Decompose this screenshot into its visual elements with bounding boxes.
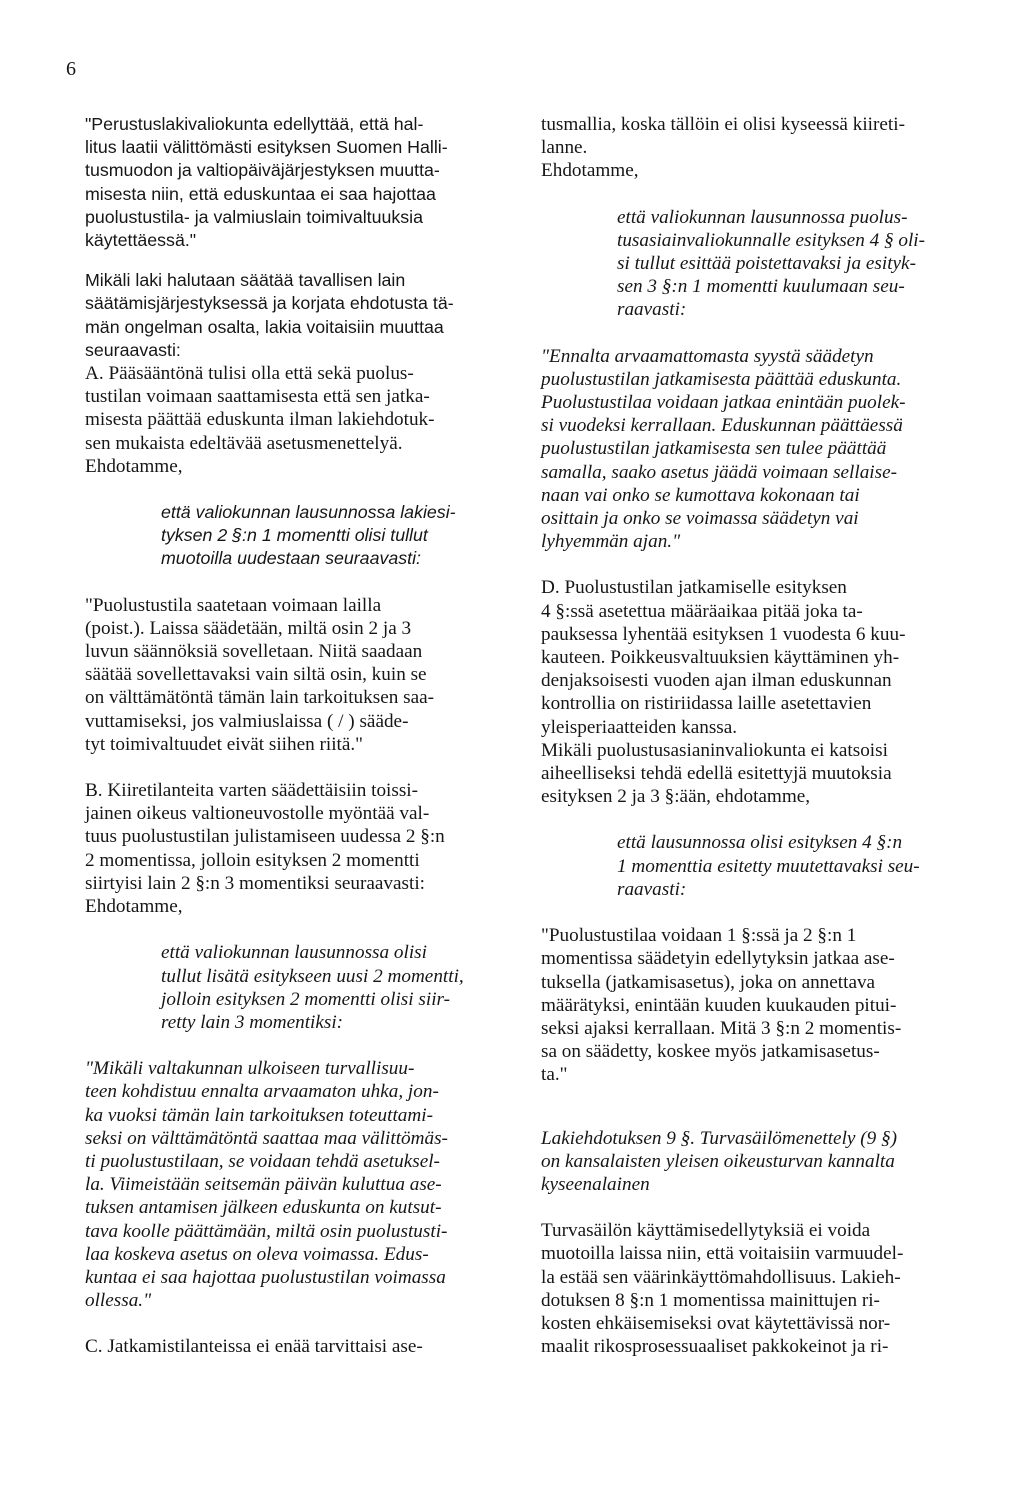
text-line: ta." bbox=[541, 1064, 568, 1086]
paragraph-c bbox=[85, 1335, 523, 1358]
text-line: si vuodeksi kerrallaan. Eduskunnan päättäessä bbox=[541, 415, 903, 437]
text-line: muotoilla laissa niin, että voitaisiin varmuudel- bbox=[541, 1243, 904, 1265]
text-line: Ehdotamme, bbox=[85, 455, 183, 477]
text-line: on välttämätöntä tämän lain tarkoituksen saa- bbox=[85, 687, 434, 709]
text-line: luvun säännöksiä sovelletaan. Niitä saadaan bbox=[85, 641, 423, 663]
text-line: seksi ajaksi kerrallaan. Mitä 3 §:n 2 momentis- bbox=[541, 1017, 902, 1039]
text-line: lyhyemmän ajan." bbox=[541, 531, 681, 553]
text-line: tyt toimivaltuudet eivät siihen riitä." bbox=[85, 733, 364, 755]
text-line: puolustustilan jatkamisesta päättää eduskunta. bbox=[541, 368, 902, 390]
text-line: lanne. bbox=[541, 137, 588, 159]
text-line: ollessa." bbox=[85, 1290, 152, 1312]
paragraph-law-amendment bbox=[85, 269, 523, 362]
text-line: käytettäessä." bbox=[85, 230, 197, 251]
text-line: jolloin esityksen 2 momentti olisi siir- bbox=[161, 988, 451, 1010]
text-line: Lakiehdotuksen 9 §. Turvasäilömenettely (9 §) bbox=[541, 1127, 897, 1149]
text-line: säätää sovellettavaksi vain siltä osin, kuin se bbox=[85, 664, 427, 686]
ehdotamme-label bbox=[85, 455, 523, 478]
text-line: kontrollia on ristiriidassa laille asetettavien bbox=[541, 693, 872, 715]
text-line: teen kohdistuu ennalta arvaamaton uhka, jon- bbox=[85, 1081, 439, 1103]
text-line: misesta niin, että eduskuntaa ei saa hajottaa bbox=[85, 183, 436, 204]
text-line: "Mikäli valtakunnan ulkoiseen turvallisuu- bbox=[85, 1058, 415, 1080]
text-line: "Puolustustilaa voidaan 1 §:ssä ja 2 §:n 1 bbox=[541, 925, 857, 947]
text-line: yleisperiaatteiden kanssa. bbox=[541, 716, 738, 738]
text-line: seuraavasti: bbox=[85, 339, 181, 360]
text-line: tusmuodon ja valtiopäiväjärjestyksen muutta- bbox=[85, 160, 440, 181]
text-line: litus laatii välittömästi esityksen Suomen Halli- bbox=[85, 137, 448, 158]
text-line: tusasiainvaliokunnalle esityksen 4 § oli- bbox=[617, 229, 926, 251]
left-column bbox=[85, 113, 523, 1359]
text-line: B. Kiiretilanteita varten säädettäisiin toissi- bbox=[85, 780, 419, 802]
ehdotamme-label bbox=[541, 159, 979, 182]
text-line: tusmallia, koska tällöin ei olisi kyseessä kiireti- bbox=[541, 114, 905, 135]
paragraph-c-continued bbox=[541, 113, 979, 159]
text-line: säätämisjärjestyksessä ja korjata ehdotusta tä- bbox=[85, 293, 454, 314]
right-column bbox=[541, 113, 979, 1358]
text-line: denjaksoisesti vuoden ajan ilman eduskunnan bbox=[541, 670, 892, 692]
text-line: aiheelliseksi tehdä edellä esitettyjä muutoksia bbox=[541, 763, 892, 785]
text-line: Ehdotamme, bbox=[541, 160, 639, 182]
text-line: kyseenalainen bbox=[541, 1173, 650, 1195]
text-line: puolustustila- ja valmiuslain toimivaltuuksia bbox=[85, 206, 423, 227]
text-line: tustilan voimaan saattamisesta että sen jatka- bbox=[85, 386, 430, 408]
text-line: on kansalaisten yleisen oikeusturvan kannalta bbox=[541, 1150, 895, 1172]
text-line: tuus puolustustilan julistamiseen uudessa 2 §:n bbox=[85, 826, 445, 848]
text-line: tyksen 2 §:n 1 momentti olisi tullut bbox=[161, 525, 428, 546]
quote-3 bbox=[541, 345, 979, 554]
text-line: kosten ehkäisemiseksi ovat käytettävissä nor- bbox=[541, 1312, 891, 1334]
quote-2 bbox=[85, 1057, 523, 1312]
quote-4 bbox=[541, 924, 979, 1086]
proposal-2 bbox=[85, 941, 523, 1034]
text-line: tava koolle päättämään, miltä osin puolustusti- bbox=[85, 1220, 448, 1242]
text-line: momentissa säädetyin edellytyksin jatkaa ase- bbox=[541, 948, 895, 970]
text-line: määrätyksi, enintään kuuden kuukauden pitui- bbox=[541, 994, 897, 1016]
text-line: vuttamiseksi, jos valmiuslaissa ( / ) sääde- bbox=[85, 710, 409, 732]
proposal-1 bbox=[85, 501, 523, 571]
text-line: puolustustilan jatkamisesta sen tulee päättää bbox=[541, 438, 887, 460]
text-line: D. Puolustustilan jatkamiselle esityksen bbox=[541, 577, 847, 599]
text-line: tuksella (jatkamisasetus), joka on annettava bbox=[541, 971, 876, 993]
page-number: 6 bbox=[66, 58, 76, 80]
paragraph-mikali bbox=[541, 739, 979, 809]
quote-1 bbox=[85, 594, 523, 756]
text-line: (poist.). Laissa säädetään, miltä osin 2 ja 3 bbox=[85, 617, 412, 639]
text-line: että valiokunnan lausunnossa puolus- bbox=[617, 206, 908, 228]
ehdotamme-label bbox=[85, 895, 523, 918]
text-line: Mikäli laki halutaan säätää tavallisen lain bbox=[85, 270, 406, 291]
text-line: kuntaa ei saa hajottaa puolustustilan voimassa bbox=[85, 1266, 446, 1288]
text-line: sen 3 §:n 1 momentti kuulumaan seu- bbox=[617, 276, 905, 298]
text-line: Ehdotamme, bbox=[85, 896, 183, 918]
text-line: 2 momentissa, jolloin esityksen 2 momentti bbox=[85, 849, 420, 871]
text-line: ti puolustustilaan, se voidaan tehdä asetuksel- bbox=[85, 1150, 440, 1172]
paragraph-turvasailo bbox=[541, 1219, 979, 1358]
text-line: män ongelman osalta, lakia voitaisiin muuttaa bbox=[85, 316, 444, 337]
text-line: raavasti: bbox=[617, 878, 687, 900]
text-line: Puolustustilaa voidaan jatkaa enintään puolek- bbox=[541, 392, 906, 414]
text-line: että lausunnossa olisi esityksen 4 §:n bbox=[617, 832, 903, 854]
text-line: siirtyisi lain 2 §:n 3 momentiksi seuraavasti: bbox=[85, 872, 426, 894]
text-line: kauteen. Poikkeusvaltuuksien käyttäminen yh- bbox=[541, 647, 900, 669]
text-line: raavasti: bbox=[617, 299, 687, 321]
text-line: la. Viimeistään seitsemän päivän kuluttua ase- bbox=[85, 1174, 442, 1196]
text-line: dotuksen 8 §:n 1 momentissa mainittujen ri- bbox=[541, 1289, 880, 1311]
text-line: jainen oikeus valtioneuvostolle myöntää val- bbox=[85, 803, 430, 825]
text-line: "Perustuslakivaliokunta edellyttää, että hal- bbox=[85, 114, 424, 134]
text-line: la estää sen väärinkäyttömahdollisuus. Lakieh- bbox=[541, 1266, 901, 1288]
paragraph-committee-quote bbox=[85, 113, 523, 252]
text-line: Mikäli puolustusasianinvaliokunta ei katsoisi bbox=[541, 739, 888, 761]
text-line: osittain ja onko se voimassa säädetyn vai bbox=[541, 508, 859, 530]
section-heading bbox=[541, 1127, 979, 1197]
paragraph-b bbox=[85, 779, 523, 895]
paragraph-d bbox=[541, 576, 979, 738]
text-line: tullut lisätä esitykseen uusi 2 momentti, bbox=[161, 965, 464, 987]
text-line: laa koskeva asetus on oleva voimassa. Edus- bbox=[85, 1243, 429, 1265]
text-line: C. Jatkamistilanteissa ei enää tarvittaisi ase- bbox=[85, 1336, 423, 1358]
text-line: tuksen antamisen jälkeen eduskunta on kutsut- bbox=[85, 1197, 442, 1219]
text-line: muotoilla uudestaan seuraavasti: bbox=[161, 548, 421, 569]
proposal-4 bbox=[541, 831, 979, 901]
text-line: sa on säädetty, koskee myös jatkamisasetus- bbox=[541, 1041, 880, 1063]
text-line: "Ennalta arvaamattomasta syystä säädetyn bbox=[541, 345, 874, 367]
text-line: seksi on välttämätöntä saattaa maa välittömäs- bbox=[85, 1127, 448, 1149]
text-line: sen mukaista edeltävää asetusmenettelyä. bbox=[85, 432, 403, 454]
text-line: si tullut esittää poistettavaksi ja esityk- bbox=[617, 253, 916, 275]
text-line: "Puolustustila saatetaan voimaan lailla bbox=[85, 594, 382, 616]
text-line: maalit rikosprosessuaaliset pakkokeinot ja ri- bbox=[541, 1336, 889, 1358]
text-line: esityksen 2 ja 3 §:ään, ehdotamme, bbox=[541, 786, 811, 808]
text-line: retty lain 3 momentiksi: bbox=[161, 1011, 344, 1033]
text-line: 4 §:ssä asetettua määräaikaa pitää joka ta- bbox=[541, 600, 863, 622]
text-line: misesta päättää eduskunta ilman lakiehdotuk- bbox=[85, 409, 435, 431]
text-line: naan vai onko se kumottava kokonaan tai bbox=[541, 484, 860, 506]
proposal-3 bbox=[541, 206, 979, 322]
text-line: pauksessa lyhentää esityksen 1 vuodesta 6 kuu- bbox=[541, 623, 906, 645]
text-line: Turvasäilön käyttämisedellytyksiä ei voida bbox=[541, 1220, 871, 1242]
text-line: samalla, saako asetus jäädä voimaan sellaise- bbox=[541, 461, 898, 483]
text-line: ka vuoksi tämän lain tarkoituksen toteuttami- bbox=[85, 1104, 433, 1126]
text-line: 1 momenttia esitetty muutettavaksi seu- bbox=[617, 855, 920, 877]
paragraph-a bbox=[85, 362, 523, 455]
text-line: että valiokunnan lausunnossa lakiesi- bbox=[161, 502, 456, 523]
text-line: A. Pääsääntönä tulisi olla että sekä puolus- bbox=[85, 363, 414, 385]
text-line: että valiokunnan lausunnossa olisi bbox=[161, 942, 427, 964]
